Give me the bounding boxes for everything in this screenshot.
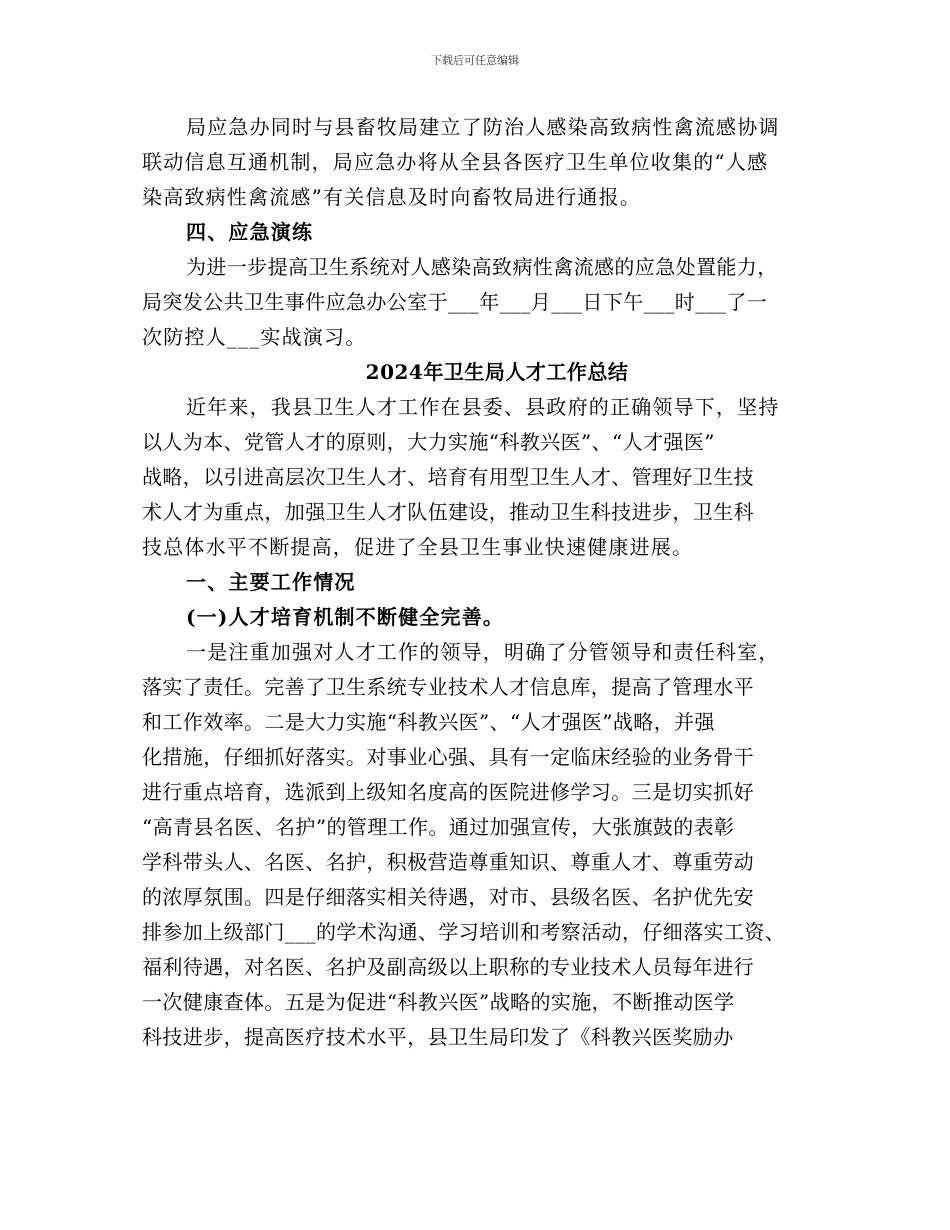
paragraph-line: 福利待遇，对名医、名护及副高级以上职称的专业技术人员每年进行 <box>142 955 754 979</box>
paragraph-line: 和工作效率。二是大力实施“科教兴医”、“人才强医”战略，并强 <box>142 710 715 734</box>
paragraph-line: 一是注重加强对人才工作的领导，明确了分管领导和责任科室， <box>186 640 780 664</box>
subsection-heading: (一)人才培育机制不断健全完善。 <box>186 605 505 629</box>
paragraph-line: 排参加上级部门___的学术沟通、学习培训和考察活动，仔细落实工资、 <box>142 920 786 944</box>
paragraph-line: 化措施，仔细抓好落实。对事业心强、具有一定临床经验的业务骨干 <box>142 745 754 769</box>
paragraph-line: 以人为本、党管人才的原则，大力实施“科教兴医”、“人才强医” <box>142 430 715 454</box>
section-heading: 四、应急演练 <box>186 220 314 244</box>
paragraph-line: 局突发公共卫生事件应急办公室于___年___月___日下午___时___了一 <box>142 290 768 314</box>
paragraph-line: 的浓厚氛围。四是仔细落实相关待遇，对市、县级名医、名护优先安 <box>142 885 754 909</box>
paragraph-line: 为进一步提高卫生系统对人感染高致病性禽流感的应急处置能力， <box>186 255 778 279</box>
paragraph-line: 科技进步，提高医疗技术水平，县卫生局印发了《科教兴医奖励办 <box>142 1025 734 1049</box>
download-note: 下载后可任意编辑 <box>431 54 519 67</box>
paragraph-line: 一次健康查体。五是为促进“科教兴医”战略的实施，不断推动医学 <box>142 990 735 1014</box>
paragraph-line: 次防控人___实战演习。 <box>142 325 367 349</box>
document-title: 2024年卫生局人才工作总结 <box>365 360 629 384</box>
document-body <box>142 110 822 1055</box>
paragraph-line: 战略，以引进高层次卫生人才、培育有用型卫生人才、管理好卫生技 <box>142 465 754 489</box>
paragraph-line: 进行重点培育，选派到上级知名度高的医院进修学习。三是切实抓好 <box>142 780 754 804</box>
paragraph-line: 近年来，我县卫生人才工作在县委、县政府的正确领导下，坚持 <box>186 395 780 419</box>
paragraph-line: 联动信息互通机制，局应急办将从全县各医疗卫生单位收集的“人感 <box>142 150 769 174</box>
paragraph-line: 染高致病性禽流感”有关信息及时向畜牧局进行通报。 <box>142 185 642 209</box>
paragraph-line: 术人才为重点，加强卫生人才队伍建设，推动卫生科技进步，卫生科 <box>142 500 754 524</box>
section-heading: 一、主要工作情况 <box>186 570 356 594</box>
paragraph-line: 技总体水平不断提高，促进了全县卫生事业快速健康进展。 <box>142 535 694 559</box>
paragraph-line: 局应急办同时与县畜牧局建立了防治人感染高致病性禽流感协调 <box>186 115 780 139</box>
paragraph-line: “高青县名医、名护”的管理工作。通过加强宣传，大张旗鼓的表彰 <box>142 815 735 839</box>
paragraph-line: 学科带头人、名医、名护，积极营造尊重知识、尊重人才、尊重劳动 <box>142 850 754 874</box>
paragraph-line: 落实了责任。完善了卫生系统专业技术人才信息库，提高了管理水平 <box>142 675 754 699</box>
